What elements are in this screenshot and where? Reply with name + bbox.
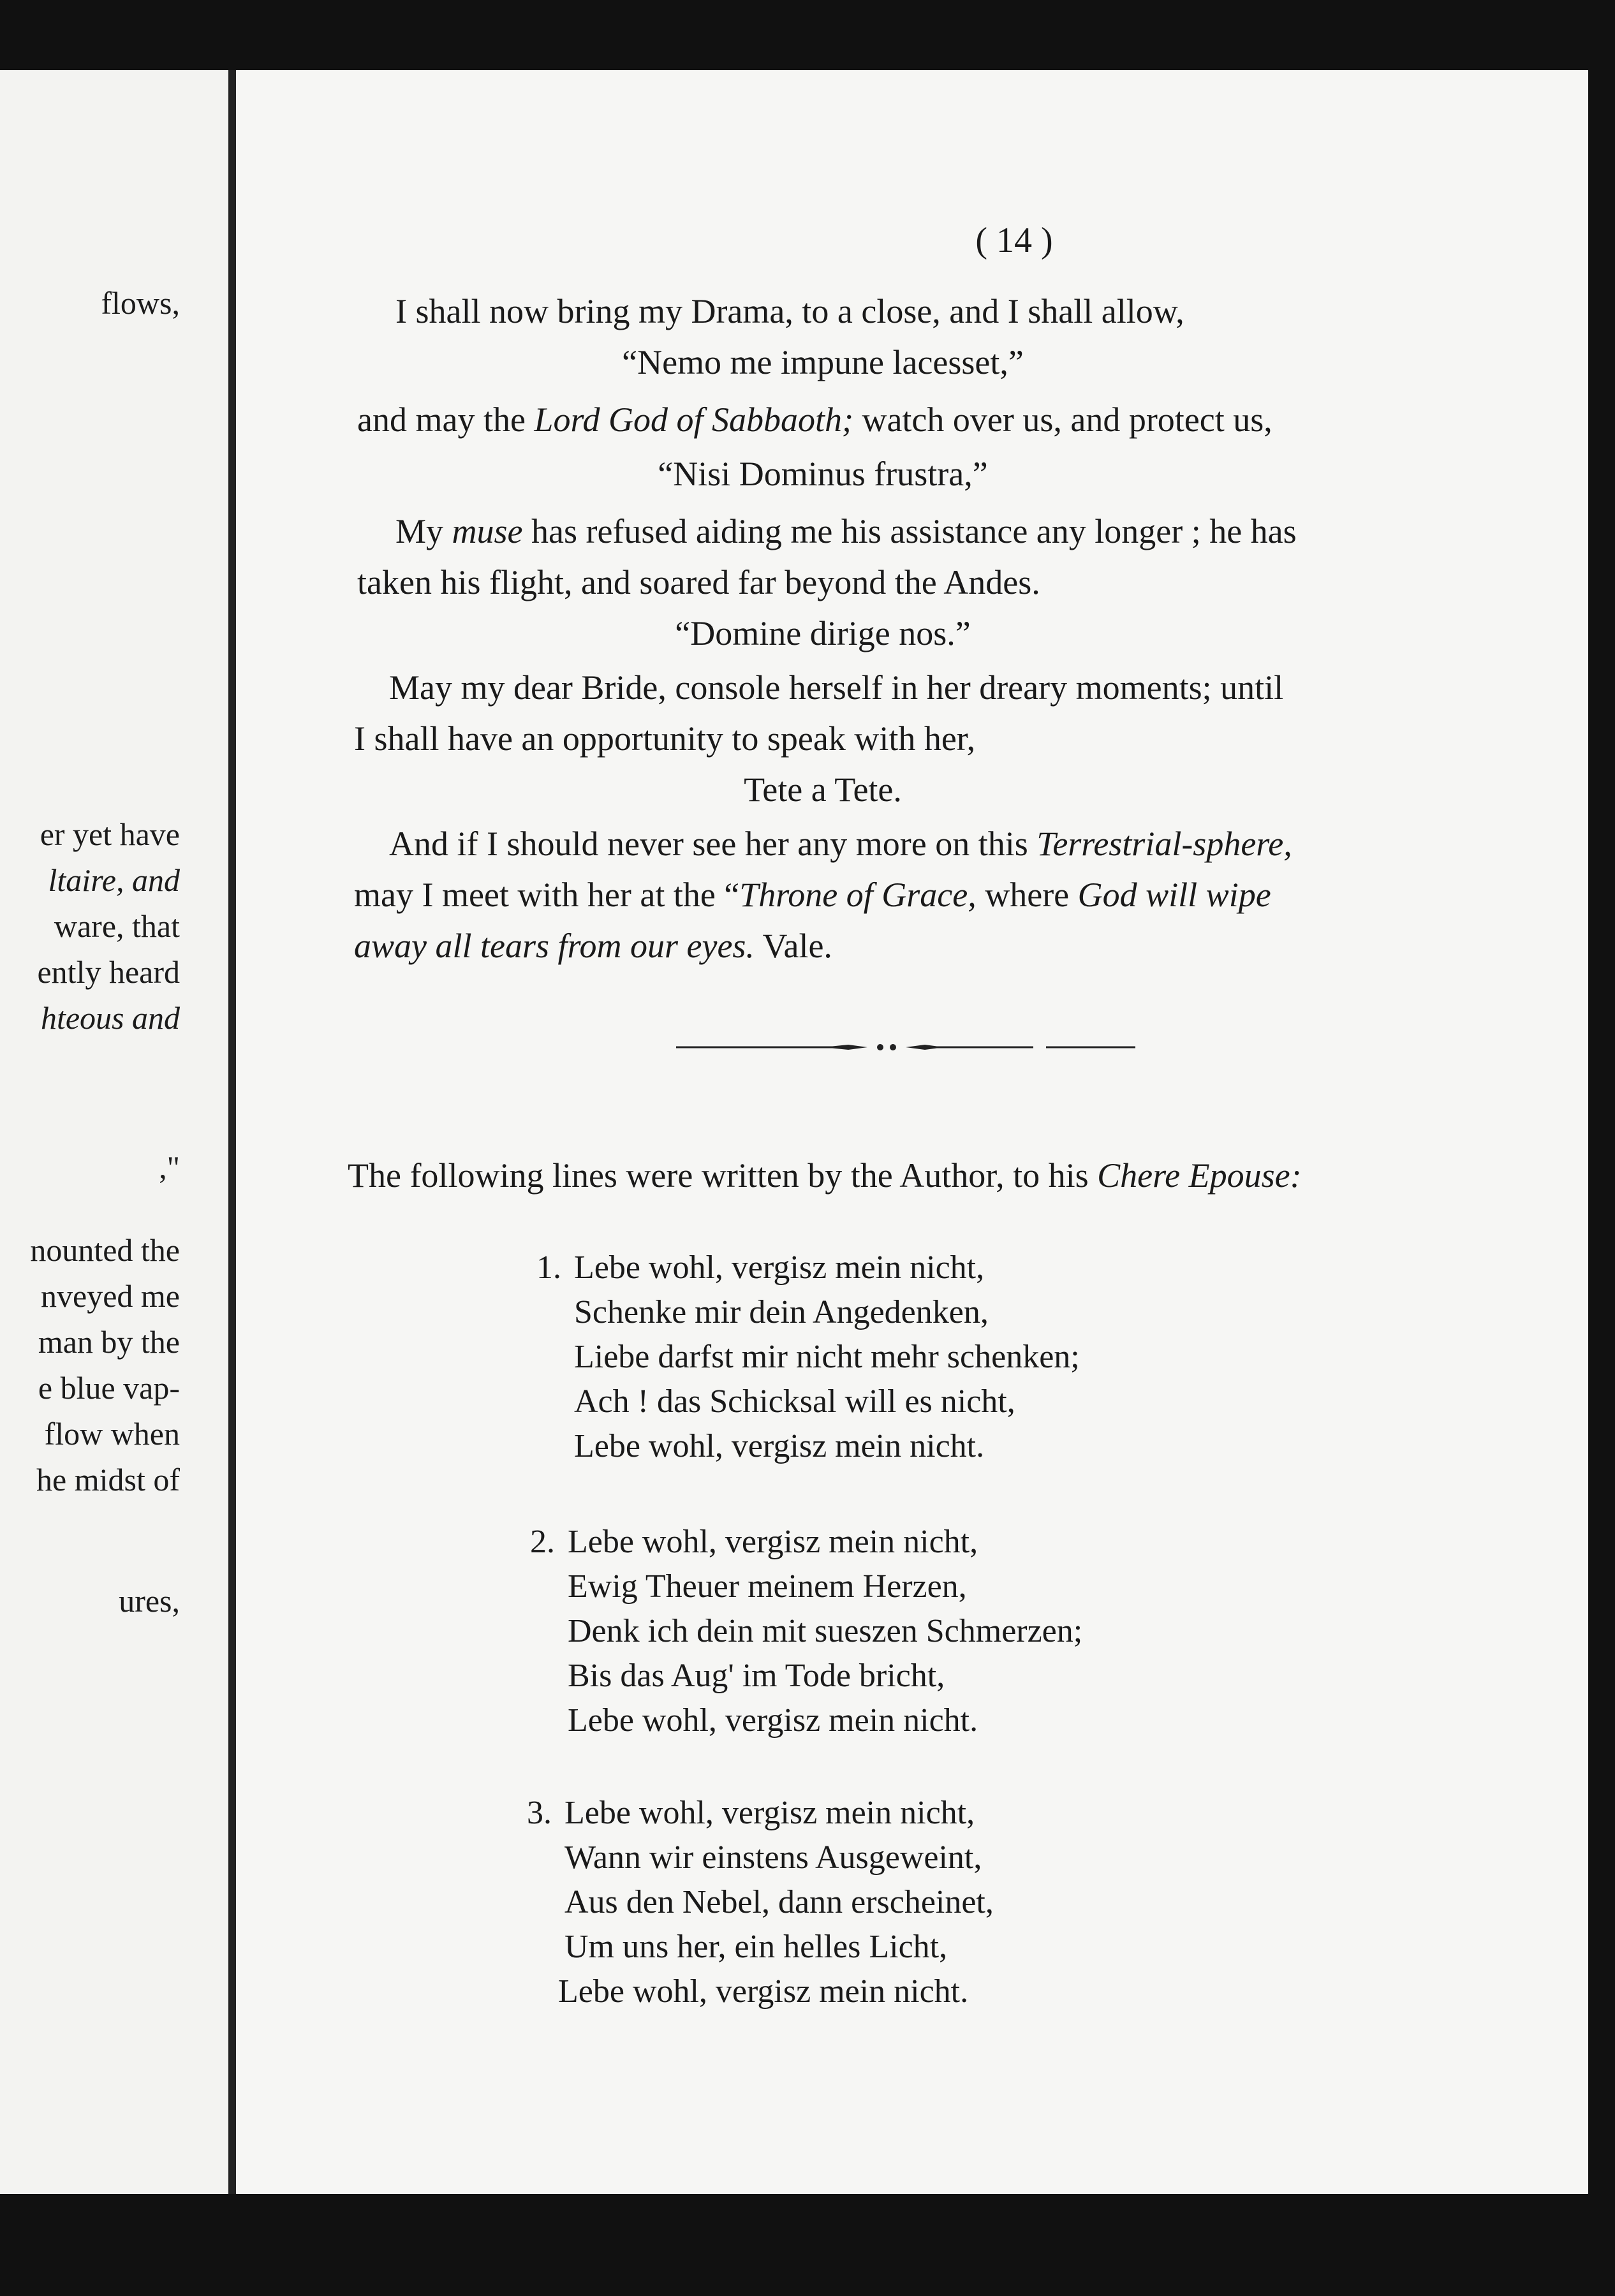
- left-fragment-line: nveyed me: [41, 1278, 180, 1314]
- prose-line: I shall now bring my Drama, to a close, and I shall allow,: [395, 292, 1184, 330]
- left-fragment-line: ently heard: [37, 954, 180, 990]
- latin-quote: “Nisi Dominus frustra,”: [658, 455, 988, 493]
- poem-line: Lebe wohl, vergisz mein nicht.: [568, 1702, 978, 1739]
- poem-intro: The following lines were written by the Author, to his Chere Epouse:: [348, 1156, 1302, 1195]
- latin-quote: “Domine dirige nos.”: [675, 614, 971, 652]
- latin-quote: “Nemo me impune lacesset,”: [622, 343, 1024, 381]
- poem-line: Denk ich dein mit sueszen Schmerzen;: [568, 1613, 1083, 1649]
- left-fragment-line: he midst of: [36, 1462, 180, 1498]
- prose-line: taken his flight, and soared far beyond the Andes.: [357, 563, 1040, 601]
- left-fragment-line: er yet have: [40, 816, 180, 852]
- book-page: [236, 70, 1588, 2194]
- poem-line: Um uns her, ein helles Licht,: [564, 1929, 948, 1965]
- left-fragment-line: nounted the: [30, 1232, 180, 1268]
- left-fragment-line: ltaire, and: [48, 862, 180, 898]
- left-fragment-line: ures,: [119, 1583, 180, 1619]
- prose-line: May my dear Bride, console herself in her dreary moments; until: [389, 668, 1284, 707]
- french-phrase: Tete a Tete.: [744, 770, 902, 809]
- left-fragment-line: e blue vap-: [38, 1370, 180, 1406]
- poem-line: Lebe wohl, vergisz mein nicht,: [574, 1249, 985, 1286]
- stanza-number: 2.: [530, 1524, 555, 1560]
- poem-line: Lebe wohl, vergisz mein nicht,: [568, 1524, 978, 1560]
- poem-line: Aus den Nebel, dann erscheinet,: [564, 1884, 994, 1920]
- poem-line: Wann wir einstens Ausgeweint,: [564, 1839, 982, 1876]
- prose-line: and may the Lord God of Sabbaoth; watch over us, and protect us,: [357, 401, 1272, 439]
- poem-line: Bis das Aug' im Tode bricht,: [568, 1658, 945, 1694]
- prose-line: away all tears from our eyes. Vale.: [354, 927, 832, 965]
- left-fragment-line: man by the: [38, 1324, 180, 1360]
- prose-line: And if I should never see her any more on this Terrestrial-sphere,: [389, 825, 1292, 863]
- left-fragment-line: ,": [159, 1149, 180, 1185]
- left-fragment-line: hteous and: [40, 1000, 180, 1036]
- page-number: ( 14 ): [975, 221, 1053, 260]
- left-fragment-line: ware, that: [54, 908, 180, 944]
- ornamental-rule: [676, 1043, 1135, 1052]
- poem-line: Lebe wohl, vergisz mein nicht.: [558, 1973, 969, 2010]
- poem-line: Ewig Theuer meinem Herzen,: [568, 1568, 967, 1605]
- poem-line: Lebe wohl, vergisz mein nicht,: [564, 1795, 975, 1831]
- prose-line: may I meet with her at the “Throne of Grace, where God will wipe: [354, 876, 1271, 914]
- left-fragment-line: flow when: [44, 1416, 180, 1452]
- book-gutter: [228, 70, 236, 2194]
- prose-line: My muse has refused aiding me his assistance any longer ; he has: [395, 512, 1297, 550]
- stanza-number: 3.: [527, 1795, 552, 1831]
- poem-line: Ach ! das Schicksal will es nicht,: [574, 1383, 1015, 1420]
- prose-line: I shall have an opportunity to speak with her,: [354, 719, 976, 758]
- poem-line: Schenke mir dein Angedenken,: [574, 1294, 989, 1330]
- poem-line: Liebe darfst mir nicht mehr schenken;: [574, 1339, 1080, 1375]
- left-fragment-line: flows,: [101, 285, 180, 321]
- poem-line: Lebe wohl, vergisz mein nicht.: [574, 1428, 985, 1464]
- left-page-fragment: [0, 70, 230, 2194]
- stanza-number: 1.: [536, 1249, 561, 1286]
